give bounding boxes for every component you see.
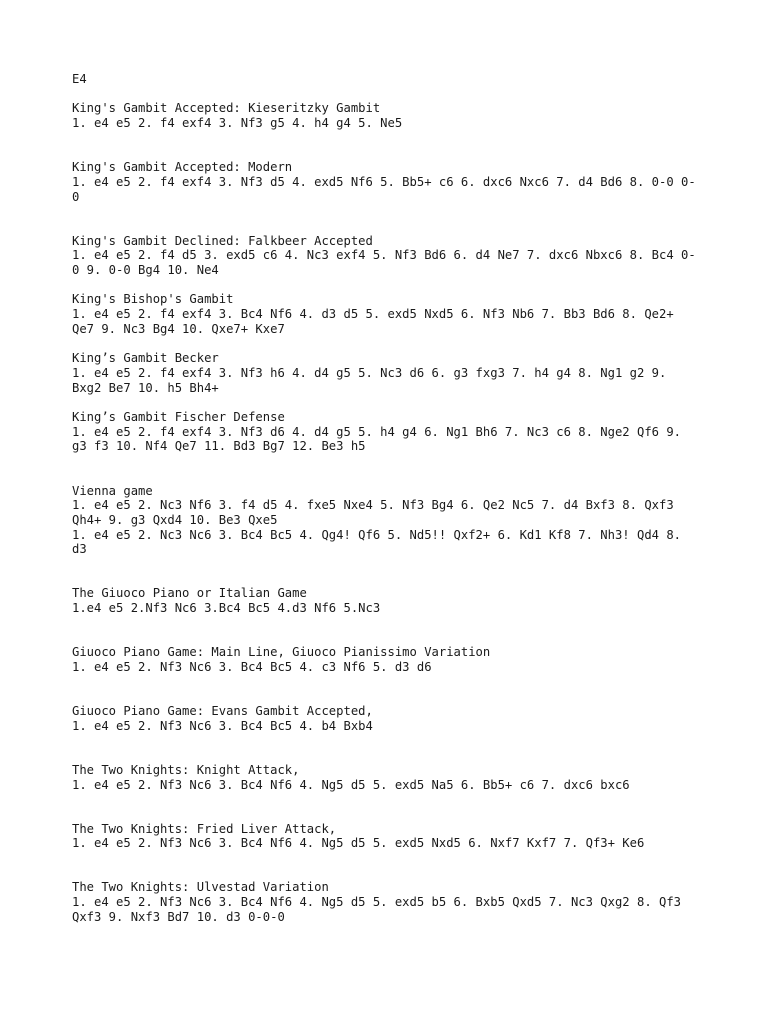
opening-name: King's Gambit Accepted: Kieseritzky Gambit xyxy=(72,101,381,116)
opening-moves: 1. e4 e5 2. Nf3 Nc6 3. Bc4 Nf6 4. Ng5 d5 5. exd5 Na5 6. Bb5+ c6 7. dxc6 bxc6 xyxy=(72,777,630,792)
opening-entry xyxy=(72,292,702,336)
opening-entry xyxy=(72,704,702,733)
opening-moves: 1. e4 e5 2. f4 exf4 3. Nf3 d6 4. d4 g5 5. h4 g4 6. Ng1 Bh6 7. Nc3 c6 8. Nge2 Qf6 9. g3 f3 10. Nf4 Qe7 11. Bd3 Bg7 12. Be3 h5 xyxy=(72,424,689,454)
opening-entry xyxy=(72,586,702,615)
opening-entry xyxy=(72,234,702,278)
opening-entry xyxy=(72,160,702,204)
opening-moves: 1. e4 e5 2. f4 exf4 3. Nf3 g5 4. h4 g4 5. Ne5 xyxy=(72,116,403,131)
opening-entry xyxy=(72,351,702,395)
opening-entry xyxy=(72,410,702,454)
opening-moves: 1. e4 e5 2. Nc3 Nf6 3. f4 d5 4. fxe5 Nxe4 5. Nf3 Bg4 6. Qe2 Nc5 7. d4 Bxf3 8. Qxf3 Qh4+ 9. g3 Qxd4 10. Be3 Qxe5 xyxy=(72,498,682,527)
opening-name: The Two Knights: Ulvestad Variation xyxy=(72,880,329,895)
opening-moves: 1. e4 e5 2. Nc3 Nc6 3. Bc4 Bc5 4. Qg4! Qf6 5. Nd5!! Qxf2+ 6. Kd1 Kf8 7. Nh3! Qd4 8. d3 xyxy=(72,527,689,557)
document-heading: E4 xyxy=(72,72,87,86)
opening-name: The Giuoco Piano or Italian Game xyxy=(72,586,307,601)
opening-entry xyxy=(72,763,702,792)
opening-moves: 1. e4 e5 2. Nf3 Nc6 3. Bc4 Nf6 4. Ng5 d5 5. exd5 Nxd5 6. Nxf7 Kxf7 7. Qf3+ Ke6 xyxy=(72,836,645,851)
opening-entry xyxy=(72,822,702,851)
opening-name: King’s Gambit Becker xyxy=(72,351,219,366)
opening-name: Giuoco Piano Game: Evans Gambit Accepted, xyxy=(72,704,373,719)
opening-name: King’s Gambit Fischer Defense xyxy=(72,410,285,425)
opening-name: Vienna game xyxy=(72,483,153,498)
opening-name: King's Bishop's Gambit xyxy=(72,292,234,307)
opening-entry xyxy=(72,645,702,674)
opening-moves: 1. e4 e5 2. f4 exf4 3. Bc4 Nf6 4. d3 d5 5. exd5 Nxd5 6. Nf3 Nb6 7. Bb3 Bd6 8. Qe2+ Qe7 9. Nc3 Bg4 10. Qxe7+ Kxe7 xyxy=(72,307,682,336)
opening-entry xyxy=(72,484,702,558)
opening-name: King's Gambit Accepted: Modern xyxy=(72,160,293,175)
opening-moves: 1. e4 e5 2. f4 exf4 3. Nf3 h6 4. d4 g5 5. Nc3 d6 6. g3 fxg3 7. h4 g4 8. Ng1 g2 9. Bxg2 Be7 10. h5 Bh4+ xyxy=(72,365,674,395)
opening-name: King's Gambit Declined: Falkbeer Accepted xyxy=(72,233,373,248)
document-body xyxy=(72,72,702,925)
opening-moves: 1. e4 e5 2. f4 d5 3. exd5 c6 4. Nc3 exf4 5. Nf3 Bd6 6. d4 Ne7 7. dxc6 Nbxc6 8. Bc4 0-0 9. 0-0 Bg4 10. Ne4 xyxy=(72,248,696,278)
opening-moves: 1. e4 e5 2. f4 exf4 3. Nf3 d5 4. exd5 Nf6 5. Bb5+ c6 6. dxc6 Nxc6 7. d4 Bd6 8. 0-0 0-0 xyxy=(72,174,696,204)
opening-moves: 1.e4 e5 2.Nf3 Nc6 3.Bc4 Bc5 4.d3 Nf6 5.Nc3 xyxy=(72,601,381,616)
opening-name: Giuoco Piano Game: Main Line, Giuoco Pianissimo Variation xyxy=(72,645,491,660)
opening-name: The Two Knights: Fried Liver Attack, xyxy=(72,821,337,836)
opening-moves: 1. e4 e5 2. Nf3 Nc6 3. Bc4 Bc5 4. b4 Bxb4 xyxy=(72,718,373,733)
opening-name: The Two Knights: Knight Attack, xyxy=(72,762,300,777)
opening-moves: 1. e4 e5 2. Nf3 Nc6 3. Bc4 Bc5 4. c3 Nf6 5. d3 d6 xyxy=(72,659,432,674)
opening-entry xyxy=(72,101,702,130)
opening-entry xyxy=(72,880,702,924)
opening-moves: 1. e4 e5 2. Nf3 Nc6 3. Bc4 Nf6 4. Ng5 d5 5. exd5 b5 6. Bxb5 Qxd5 7. Nc3 Qxg2 8. Qf3 Qxf3 9. Nxf3 Bd7 10. d3 0-0-0 xyxy=(72,895,689,924)
